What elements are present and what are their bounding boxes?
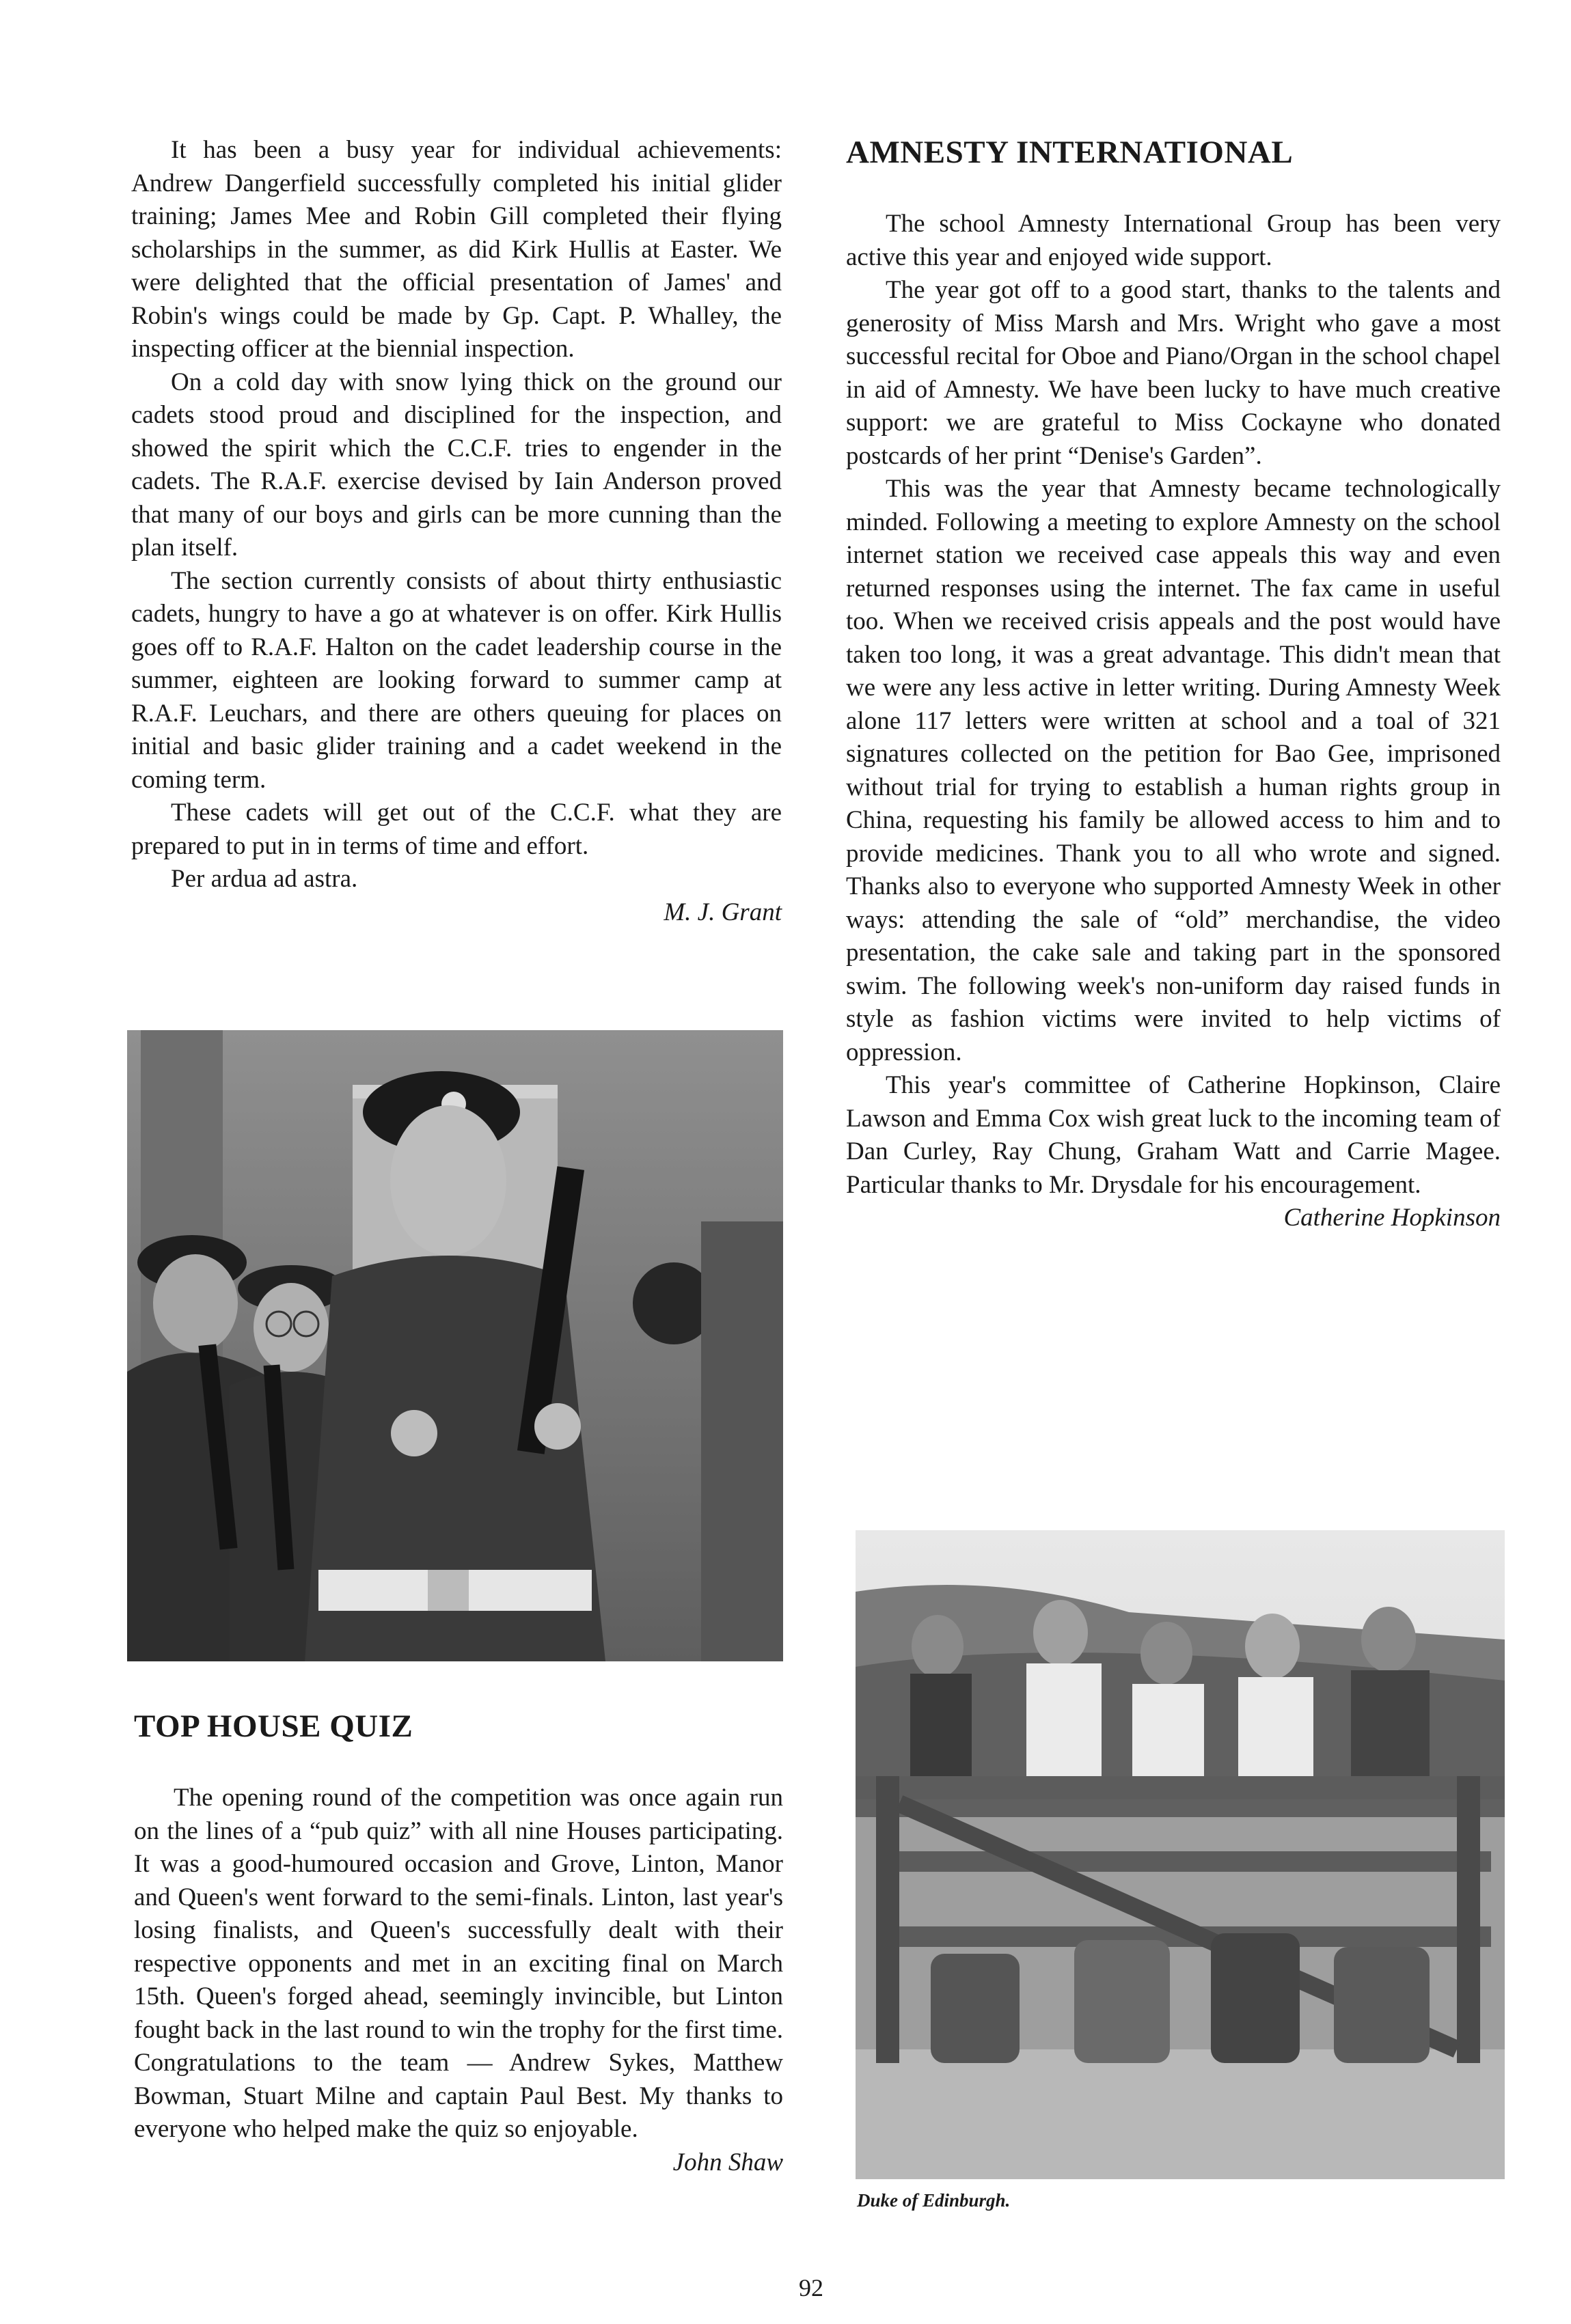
ccf-paragraph: The section currently consists of about thirty enthusiastic cadets, hungry to have a go at whatever is on offer. Kirk Hullis goes off to R.A.F. Halton on the cadet leadership course in the summer, eighteen are looking forward to summer camp at R.A.F. Leuchars, and there are others queuing for places on initial and basic glider training and a cadet weekend in the coming term. (131, 566, 782, 794)
cadets-photo (127, 1030, 783, 1661)
amnesty-article (846, 208, 1501, 1234)
cadets-photo-image (127, 1030, 783, 1661)
ccf-article (131, 134, 782, 929)
photo-caption: Duke of Edinburgh. (857, 2190, 1011, 2211)
quiz-paragraph: The opening round of the competition was once again run on the lines of a “pub quiz” with all nine Houses participating. It was a good-humoured occasion and Grove, Linton, Manor and Queen's went forward to the semi-finals. Linton, last year's losing finalists, and Queen's successfully dealt with their respective opponents and met in an exciting final on March 15th. Queen's forged ahead, seemingly invincible, but Linton fought back in the last round to win the trophy for the first time. Congratulations to the team — Andrew Sykes, Matthew Bowman, Stuart Milne and captain Paul Best. My thanks to everyone who helped make the quiz so enjoyable. (134, 1784, 783, 2143)
page-number: 92 (799, 2274, 823, 2301)
amnesty-signature: Catherine Hopkinson (1283, 1204, 1501, 1232)
ccf-paragraph: It has been a busy year for individual achievements: Andrew Dangerfield successfully completed his initial glider training; James Mee and Robin Gill completed their flying scholarships in the summer, as did Kirk Hullis at Easter. We were delighted that the official presentation of James' and Robin's wings could be made by Gp. Capt. P. Whalley, the inspecting officer at the biennial inspection. (131, 136, 782, 363)
ccf-paragraph: Per ardua ad astra. (171, 865, 358, 893)
duke-of-edinburgh-photo-image (856, 1530, 1505, 2179)
ccf-paragraph: On a cold day with snow lying thick on the ground our cadets stood proud and disciplined for the inspection, and showed the spirit which the C.C.F. tries to engender in the cadets. The R.A.F. exercise devised by Iain Anderson proved that many of our boys and girls can be more cunning than the plan itself. (131, 368, 782, 562)
duke-of-edinburgh-photo (856, 1530, 1505, 2179)
amnesty-paragraph: The school Amnesty International Group has been very active this year and enjoyed wide support. (846, 210, 1501, 271)
quiz-heading: TOP HOUSE QUIZ (134, 1709, 413, 1744)
amnesty-heading: AMNESTY INTERNATIONAL (846, 135, 1294, 170)
amnesty-paragraph: This year's committee of Catherine Hopkinson, Claire Lawson and Emma Cox wish great luck to the incoming team of Dan Curley, Ray Chung, Graham Watt and Carrie Magee. Particular thanks to Mr. Drysdale for his encouragement. (846, 1071, 1501, 1199)
amnesty-paragraph: The year got off to a good start, thanks to the talents and generosity of Miss Marsh and Mrs. Wright who gave a most successful recital for Oboe and Piano/Organ in the school chapel in aid of Amnesty. We have been lucky to have much creative support: we are grateful to Miss Cockayne who donated postcards of her print “Denise's Garden”. (846, 276, 1501, 470)
amnesty-paragraph: This was the year that Amnesty became technologically minded. Following a meeting to explore Amnesty on the school internet station we received case appeals this way and even returned responses using the internet. The fax came in useful too. When we received crisis appeals and the post would have taken too long, it was a great advantage. This didn't mean that we were any less active in letter writing. During Amnesty Week alone 117 letters were written at school and a toal of 321 signatures collected on the petition for Bao Gee, imprisoned without trial for trying to establish a human rights group in China, requesting his family be allowed access to him and to provide medicines. Thank you to all who wrote and signed. Thanks also to everyone who supported Amnesty Week in other ways: attending the sale of “old” merchandise, the video presentation, the cake sale and taking part in the sponsored swim. The following week's non-uniform day raised funds in style as fashion victims were invited to help victims of oppression. (846, 475, 1501, 1066)
ccf-signature: M. J. Grant (664, 898, 782, 926)
quiz-article (134, 1782, 783, 2179)
ccf-paragraph: These cadets will get out of the C.C.F. what they are prepared to put in in terms of time and effort. (131, 799, 782, 860)
quiz-signature: John Shaw (672, 2148, 783, 2176)
